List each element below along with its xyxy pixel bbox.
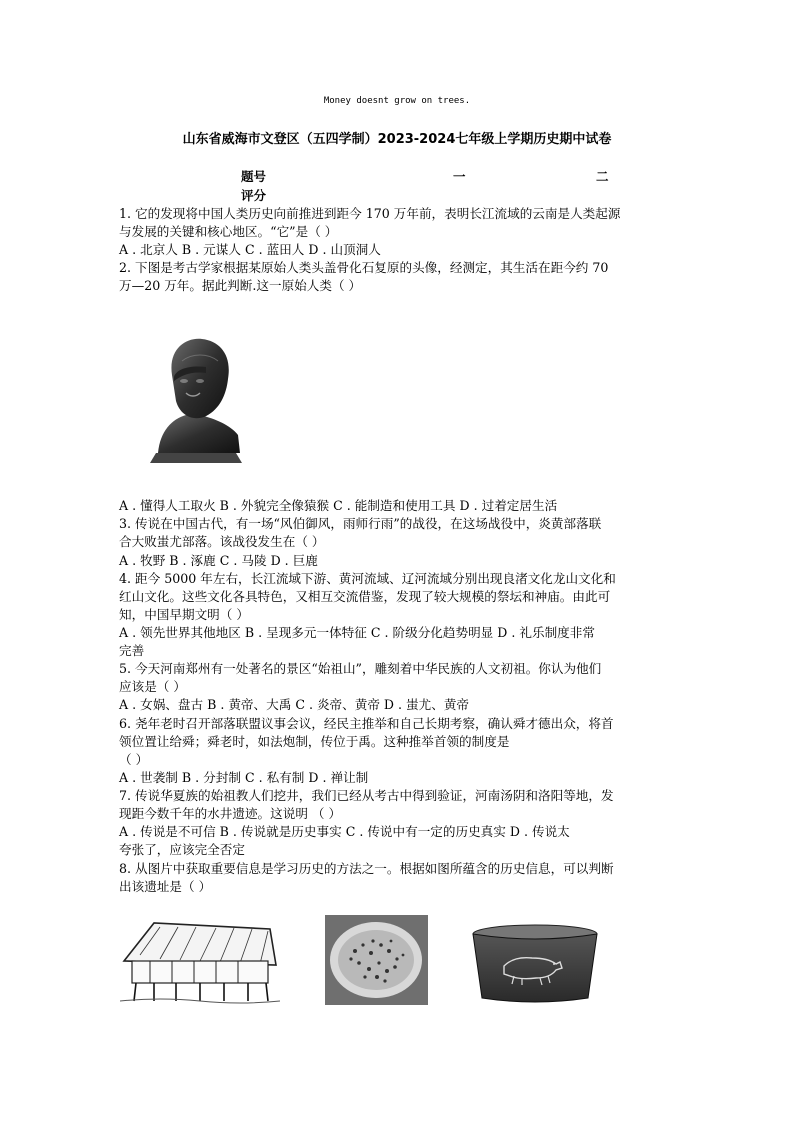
score-table-col-label: 题号 [241, 169, 267, 184]
q7-stem: 7. 传说华夏族的始祖教人们挖井，我们已经从考古中得到验证，河南汤阴和洛阳等地，发 [119, 788, 614, 803]
exam-title: 山东省威海市文登区（五四学制）2023-2024七年级上学期历史期中试卷 [182, 132, 612, 147]
q4-stem-cont: 红山文化。这些文化各具特色，又相互交流借鉴，发现了较大规模的祭坛和神庙。由此可 [119, 589, 611, 604]
q6-stem-cont: 领位置让给舜；舜老时，如法炮制，传位于禹。这种推举首领的制度是 [119, 734, 510, 749]
pig-pattern-pottery-image [470, 922, 600, 1006]
q1-stem-cont: 与发展的关键和核心地区。“它”是（ ） [119, 224, 338, 239]
q8-stem: 8. 从图片中获取重要信息是学习历史的方法之一。根据如图所蕴含的历史信息，可以判断 [119, 861, 614, 876]
q2-stem-cont: 万—20 万年。据此判断.这一原始人类（ ） [119, 278, 362, 293]
carbonized-rice-image [325, 915, 428, 1005]
score-table-col-1: 一 [453, 169, 466, 184]
q4-options: A . 领先世界其他地区 B . 呈现多元一体特征 C . 阶级分化趋势明显 D . 礼乐制度非常 [119, 625, 595, 640]
q7-options-cont: 夸张了，应该完全否定 [119, 842, 245, 857]
q4-options-cont: 完善 [119, 643, 145, 658]
q1-options: A . 北京人 B . 元谋人 C . 蓝田人 D . 山顶洞人 [119, 242, 381, 257]
q7-stem-cont: 现距今数千年的水井遗迹。这说明 （ ） [119, 806, 342, 821]
stilt-house-image [120, 915, 280, 1005]
q5-options: A . 女娲、盘古 B . 黄帝、大禹 C . 炎帝、黄帝 D . 蚩尤、黄帝 [119, 697, 470, 712]
q6-stem: 6. 尧年老时召开部落联盟议事会议，经民主推举和自己长期考察，确认舜才德出众，将首 [119, 716, 614, 731]
q4-stem-cont-2: 知，中国早期文明（ ） [119, 607, 249, 622]
q7-options: A . 传说是不可信 B . 传说就是历史事实 C . 传说中有一定的历史真实 D . 传说太 [119, 824, 570, 839]
q1-stem: 1. 它的发现将中国人类历史向前推进到距今 170 万年前，表明长江流域的云南是人类起源 [119, 206, 621, 221]
q3-stem: 3. 传说在中国古代，有一场“风伯御风，雨师行雨”的战役，在这场战役中，炎黄部落联 [119, 516, 602, 531]
q6-blank: （ ） [119, 752, 149, 767]
header-motto: Money doesnt grow on trees. [323, 96, 471, 106]
score-table-row-label: 评分 [241, 188, 267, 203]
q2-options: A . 懂得人工取火 B . 外貌完全像猿猴 C . 能制造和使用工具 D . 过着定居生活 [119, 498, 558, 513]
q4-stem: 4. 距今 5000 年左右，长江流域下游、黄河流域、辽河流域分别出现良渚文化龙山文化和 [119, 571, 616, 586]
q8-stem-cont: 出该遗址是（ ） [119, 879, 212, 894]
hominid-bust-image [146, 335, 246, 465]
q3-stem-cont: 合大败蚩尤部落。该战役发生在（ ） [119, 534, 325, 549]
q5-stem-cont: 应该是（ ） [119, 679, 186, 694]
score-table-col-2: 二 [596, 169, 609, 184]
q2-stem: 2. 下图是考古学家根据某原始人类头盖骨化石复原的头像，经测定，其生活在距今约 70 [119, 260, 609, 275]
q6-options: A . 世袭制 B . 分封制 C . 私有制 D . 禅让制 [119, 770, 369, 785]
q5-stem: 5. 今天河南郑州有一处著名的景区“始祖山”，雕刻着中华民族的人文初祖。你认为他们 [119, 661, 602, 676]
q3-options: A . 牧野 B . 涿鹿 C . 马陵 D . 巨鹿 [119, 553, 318, 568]
